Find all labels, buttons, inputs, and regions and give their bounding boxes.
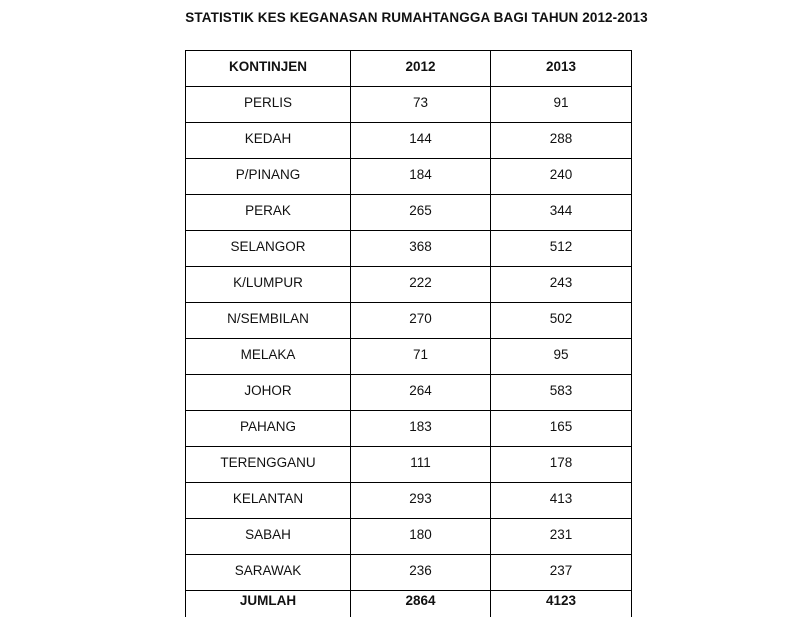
cell-kontinjen: PERLIS [186, 87, 351, 123]
cell-value-2012: 293 [351, 483, 491, 519]
table-row [186, 375, 632, 411]
cell-value-2012: 184 [351, 159, 491, 195]
cell-value-2013: 583 [491, 375, 632, 411]
cell-kontinjen: SARAWAK [186, 555, 351, 591]
cell-kontinjen: KELANTAN [186, 483, 351, 519]
total-kontinjen: JUMLAH [186, 591, 351, 617]
cell-value-2013: 243 [491, 267, 632, 303]
cell-kontinjen: PAHANG [186, 411, 351, 447]
header-2013: 2013 [491, 51, 632, 87]
table-row [186, 483, 632, 519]
cell-kontinjen: SELANGOR [186, 231, 351, 267]
total-value-2012: 2864 [351, 591, 491, 617]
table-row [186, 447, 632, 483]
cell-value-2013: 231 [491, 519, 632, 555]
total-value-2013: 4123 [491, 591, 632, 617]
cell-kontinjen: KEDAH [186, 123, 351, 159]
cell-value-2013: 95 [491, 339, 632, 375]
table-body [186, 87, 632, 617]
header-kontinjen: KONTINJEN [186, 51, 351, 87]
cell-kontinjen: K/LUMPUR [186, 267, 351, 303]
cell-value-2012: 183 [351, 411, 491, 447]
table-row [186, 267, 632, 303]
cell-value-2012: 265 [351, 195, 491, 231]
cell-kontinjen: MELAKA [186, 339, 351, 375]
table-row [186, 195, 632, 231]
cell-value-2012: 222 [351, 267, 491, 303]
cell-value-2013: 502 [491, 303, 632, 339]
cell-value-2013: 288 [491, 123, 632, 159]
cell-value-2013: 237 [491, 555, 632, 591]
table-title: STATISTIK KES KEGANASAN RUMAHTANGGA BAGI TAHUN 2012-2013 [185, 10, 648, 25]
total-row [186, 591, 632, 617]
cell-value-2012: 144 [351, 123, 491, 159]
table-row [186, 231, 632, 267]
table-row [186, 411, 632, 447]
cell-value-2012: 264 [351, 375, 491, 411]
header-2012: 2012 [351, 51, 491, 87]
cell-value-2013: 165 [491, 411, 632, 447]
table-row [186, 303, 632, 339]
table-row [186, 123, 632, 159]
cell-kontinjen: JOHOR [186, 375, 351, 411]
table-row [186, 159, 632, 195]
cell-kontinjen: N/SEMBILAN [186, 303, 351, 339]
cell-kontinjen: PERAK [186, 195, 351, 231]
cell-kontinjen: P/PINANG [186, 159, 351, 195]
cell-value-2013: 413 [491, 483, 632, 519]
cell-kontinjen: SABAH [186, 519, 351, 555]
cell-value-2012: 71 [351, 339, 491, 375]
cell-value-2012: 270 [351, 303, 491, 339]
cell-value-2012: 73 [351, 87, 491, 123]
cell-value-2013: 344 [491, 195, 632, 231]
cell-value-2012: 368 [351, 231, 491, 267]
cell-value-2012: 111 [351, 447, 491, 483]
cell-value-2013: 512 [491, 231, 632, 267]
cell-value-2013: 91 [491, 87, 632, 123]
table-row [186, 555, 632, 591]
cell-kontinjen: TERENGGANU [186, 447, 351, 483]
cell-value-2012: 180 [351, 519, 491, 555]
cell-value-2013: 178 [491, 447, 632, 483]
statistics-table [185, 50, 632, 617]
cell-value-2012: 236 [351, 555, 491, 591]
header-row [186, 51, 632, 87]
table-row [186, 339, 632, 375]
table-row [186, 87, 632, 123]
cell-value-2013: 240 [491, 159, 632, 195]
table-row [186, 519, 632, 555]
